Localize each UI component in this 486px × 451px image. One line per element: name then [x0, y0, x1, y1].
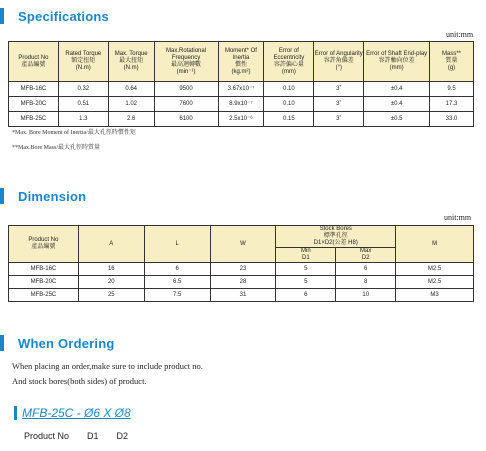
- table-cell: 0.64: [108, 82, 154, 97]
- table-cell: M3: [396, 289, 474, 302]
- table-cell: 0.10: [264, 97, 314, 112]
- header-cell: Error of Eccentricity 容許偏心量 (mm): [264, 42, 314, 82]
- table-cell: ±0.4: [364, 82, 430, 97]
- table-cell: 6: [336, 263, 396, 276]
- section-title: Dimension: [18, 188, 87, 204]
- table-cell: 8: [336, 276, 396, 289]
- table-cell: 16: [78, 263, 144, 276]
- table-cell: MFB-16C: [9, 82, 59, 97]
- dimension-heading: [0, 188, 86, 204]
- section-bar: [0, 335, 4, 351]
- table-cell: MFB-25C: [9, 112, 59, 127]
- section-title: Specifications: [18, 8, 109, 24]
- header-cell: Max.Rotational Frequency 最高迴轉數 (min⁻¹): [154, 42, 218, 82]
- table-cell: MFB-16C: [9, 263, 79, 276]
- table-cell: 3.67x10⁻⁷: [218, 82, 264, 97]
- table-cell: 6.5: [144, 276, 210, 289]
- table-cell: 9.5: [430, 82, 474, 97]
- table-cell: MFB-20C: [9, 97, 59, 112]
- legend-product-no: Product No: [24, 431, 70, 441]
- table-row: [9, 82, 474, 97]
- header-cell: L: [144, 226, 210, 263]
- model-example: MFB-25C - Ø6 X Ø8: [22, 406, 131, 420]
- table-cell: 25: [78, 289, 144, 302]
- table-row: [9, 276, 474, 289]
- model-bar: [14, 406, 17, 420]
- unit-label: unit:mm: [444, 213, 472, 222]
- header-cell: Moment* Of Inertia 慣性 (kg.m²): [218, 42, 264, 82]
- footnote-mass: **Max.Bore Mass/最大孔徑時質量: [12, 145, 100, 151]
- table-cell: M2.5: [396, 276, 474, 289]
- table-cell: 23: [210, 263, 276, 276]
- specifications-heading: [0, 8, 109, 24]
- table-cell: 3˚: [314, 97, 364, 112]
- table-row: [9, 112, 474, 127]
- header-cell: Stock Bores 標準孔徑 D1×D2(公差 H8): [276, 226, 396, 248]
- table-row: [9, 289, 474, 302]
- table-cell: 2.5x10⁻⁶: [218, 112, 264, 127]
- table-cell: 8.9x10⁻⁷: [218, 97, 264, 112]
- unit-label: unit:mm: [446, 30, 474, 39]
- table-row: [9, 263, 474, 276]
- table-cell: 9500: [154, 82, 218, 97]
- section-bar: [0, 188, 4, 204]
- table-cell: MFB-20C: [9, 276, 79, 289]
- table-cell: 1.3: [58, 112, 108, 127]
- section-bar: [0, 8, 4, 24]
- table-cell: 31: [210, 289, 276, 302]
- table-cell: ±0.4: [364, 97, 430, 112]
- table-cell: 3˚: [314, 82, 364, 97]
- table-cell: 0.51: [58, 97, 108, 112]
- table-cell: 3˚: [314, 112, 364, 127]
- ordering-instruction-2: And stock bores(both sides) of product.: [12, 376, 147, 386]
- header-cell: Mass** 質量 (g): [430, 42, 474, 82]
- header-cell: A: [78, 226, 144, 263]
- model-legend: [24, 431, 146, 441]
- header-cell: Max D2: [336, 248, 396, 263]
- table-cell: MFB-25C: [9, 289, 79, 302]
- header-cell: Error of Shaft End-play 容許軸向位差 (mm): [364, 42, 430, 82]
- table-cell: 6: [276, 289, 336, 302]
- table-header-row: [9, 226, 474, 248]
- table-cell: 10: [336, 289, 396, 302]
- ordering-heading: [0, 335, 115, 351]
- table-cell: 2.6: [108, 112, 154, 127]
- table-cell: 33.0: [430, 112, 474, 127]
- ordering-instruction-1: When placing an order,make sure to include product no.: [12, 361, 203, 371]
- table-cell: 6100: [154, 112, 218, 127]
- header-cell: Rated Torque 額定扭矩 (N.m): [58, 42, 108, 82]
- dimension-table: [8, 225, 474, 302]
- table-header-row: [9, 42, 474, 82]
- specifications-table: [8, 41, 474, 127]
- table-cell: 5: [276, 263, 336, 276]
- section-title: When Ordering: [18, 335, 115, 351]
- table-cell: 0.10: [264, 82, 314, 97]
- table-cell: ±0.5: [364, 112, 430, 127]
- header-cell: Error of Angularity 容許角偏差 (°): [314, 42, 364, 82]
- table-row: [9, 97, 474, 112]
- table-cell: 28: [210, 276, 276, 289]
- legend-d1: D1: [87, 431, 99, 441]
- table-cell: 17.3: [430, 97, 474, 112]
- header-cell: M: [396, 226, 474, 263]
- table-cell: 6: [144, 263, 210, 276]
- table-cell: 7600: [154, 97, 218, 112]
- header-cell: W: [210, 226, 276, 263]
- table-cell: 20: [78, 276, 144, 289]
- footnote-inertia: *Max. Bore Moment of Inertia/最大孔徑時慣性矩: [12, 130, 136, 136]
- table-cell: 5: [276, 276, 336, 289]
- header-cell: Min D1: [276, 248, 336, 263]
- table-cell: 0.15: [264, 112, 314, 127]
- table-cell: M2.5: [396, 263, 474, 276]
- header-cell: Max. Torque 最大扭矩 (N.m): [108, 42, 154, 82]
- header-cell: Product No 產品編號: [9, 226, 79, 263]
- legend-d2: D2: [116, 431, 129, 441]
- table-cell: 7.5: [144, 289, 210, 302]
- table-cell: 1.02: [108, 97, 154, 112]
- table-cell: 0.32: [58, 82, 108, 97]
- header-cell: Product No 產品編號: [9, 42, 59, 82]
